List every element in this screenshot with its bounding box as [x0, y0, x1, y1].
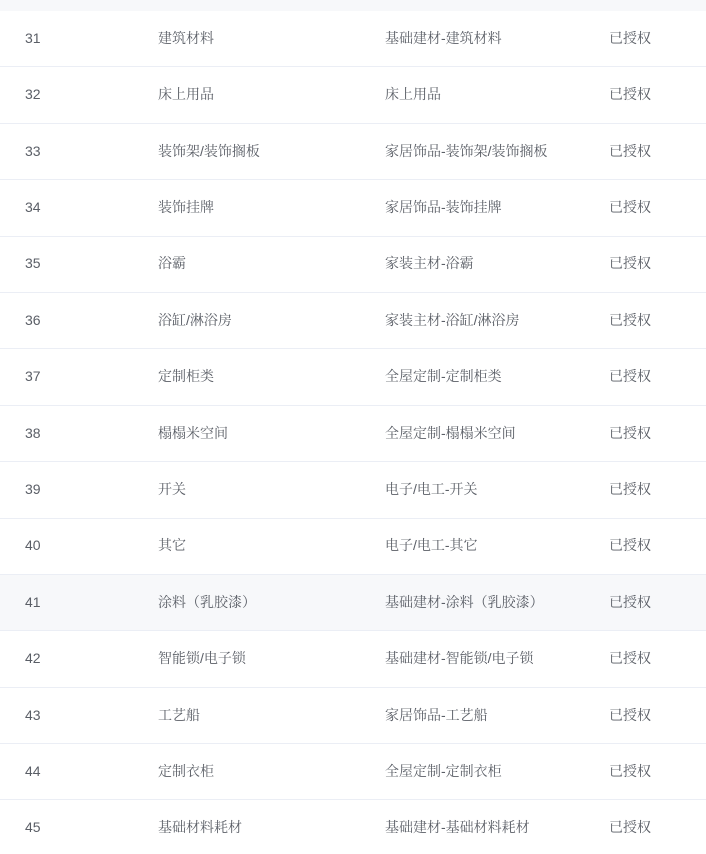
category-name-cell: 榻榻米空间 [158, 424, 228, 441]
status-label: 已授权 [609, 650, 651, 667]
category-name-cell: 浴霸 [158, 255, 186, 272]
category-name-cell: 定制衣柜 [158, 762, 214, 779]
category-path-cell: 电子/电工-其它 [385, 537, 478, 554]
row-index-cell: 45 [25, 819, 41, 836]
row-index-cell: 37 [25, 368, 41, 385]
row-index-cell: 39 [25, 481, 41, 498]
table-row[interactable] [0, 688, 706, 744]
category-path-cell: 床上用品 [385, 86, 441, 103]
category-path-cell: 家装主材-浴缸/淋浴房 [385, 311, 520, 328]
row-index-cell: 36 [25, 311, 41, 328]
category-path-cell: 基础建材-智能锁/电子锁 [385, 650, 534, 667]
row-index-cell: 35 [25, 255, 41, 272]
category-path-cell: 家装主材-浴霸 [385, 255, 474, 272]
category-name-cell: 开关 [158, 481, 186, 498]
category-name-cell: 建筑材料 [158, 29, 214, 46]
table-header-partial [0, 0, 706, 11]
status-label: 已授权 [609, 368, 651, 385]
category-path-cell: 基础建材-基础材料耗材 [385, 819, 530, 836]
category-path-cell: 家居饰品-装饰挂牌 [385, 199, 502, 216]
status-label: 已授权 [609, 86, 651, 103]
status-label: 已授权 [609, 142, 651, 159]
row-index-cell: 38 [25, 424, 41, 441]
status-label: 已授权 [609, 819, 651, 836]
category-name-cell: 智能锁/电子锁 [158, 650, 246, 667]
table-row[interactable] [0, 744, 706, 800]
status-label: 已授权 [609, 481, 651, 498]
table-row[interactable] [0, 180, 706, 236]
category-name-cell: 装饰挂牌 [158, 199, 214, 216]
row-index-cell: 42 [25, 650, 41, 667]
status-label: 已授权 [609, 311, 651, 328]
table-row[interactable] [0, 67, 706, 123]
table-row[interactable] [0, 237, 706, 293]
category-path-cell: 电子/电工-开关 [385, 481, 478, 498]
category-name-cell: 装饰架/装饰搁板 [158, 142, 260, 159]
row-index-cell: 33 [25, 142, 41, 159]
row-index-cell: 44 [25, 762, 41, 779]
category-name-cell: 工艺船 [158, 706, 200, 723]
status-label: 已授权 [609, 593, 651, 610]
category-path-cell: 全屋定制-榻榻米空间 [385, 424, 516, 441]
table-row[interactable] [0, 519, 706, 575]
row-index-cell: 41 [25, 593, 41, 610]
table-row[interactable] [0, 575, 706, 631]
table-row[interactable] [0, 124, 706, 180]
row-index-cell: 32 [25, 86, 41, 103]
table-row[interactable] [0, 11, 706, 67]
category-name-cell: 涂料（乳胶漆） [158, 593, 256, 610]
status-label: 已授权 [609, 255, 651, 272]
category-path-cell: 家居饰品-工艺船 [385, 706, 488, 723]
status-label: 已授权 [609, 762, 651, 779]
table-row[interactable] [0, 462, 706, 518]
category-name-cell: 浴缸/淋浴房 [158, 311, 232, 328]
table-row[interactable] [0, 631, 706, 687]
category-path-cell: 基础建材-涂料（乳胶漆） [385, 593, 544, 610]
table-row[interactable] [0, 406, 706, 462]
table-row[interactable] [0, 349, 706, 405]
status-label: 已授权 [609, 706, 651, 723]
category-name-cell: 床上用品 [158, 86, 214, 103]
status-label: 已授权 [609, 424, 651, 441]
category-path-cell: 基础建材-建筑材料 [385, 29, 502, 46]
table-body [0, 11, 706, 854]
row-index-cell: 31 [25, 29, 41, 46]
category-name-cell: 定制柜类 [158, 368, 214, 385]
status-label: 已授权 [609, 537, 651, 554]
status-label: 已授权 [609, 29, 651, 46]
category-path-cell: 全屋定制-定制衣柜 [385, 762, 502, 779]
row-index-cell: 34 [25, 199, 41, 216]
status-label: 已授权 [609, 199, 651, 216]
row-index-cell: 43 [25, 706, 41, 723]
category-path-cell: 全屋定制-定制柜类 [385, 368, 502, 385]
row-index-cell: 40 [25, 537, 41, 554]
category-name-cell: 基础材料耗材 [158, 819, 242, 836]
table-row[interactable] [0, 800, 706, 854]
category-path-cell: 家居饰品-装饰架/装饰搁板 [385, 142, 548, 159]
category-name-cell: 其它 [158, 537, 186, 554]
table-row[interactable] [0, 293, 706, 349]
